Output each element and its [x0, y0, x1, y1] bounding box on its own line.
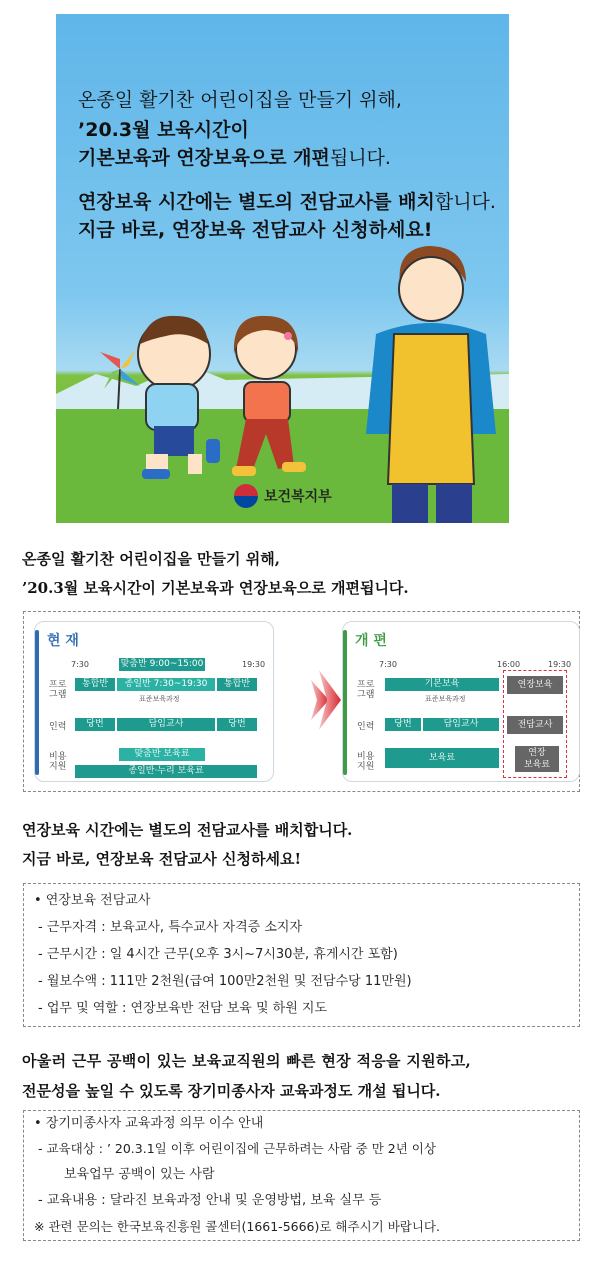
info2-title: • 장기미종사자 교육과정 의무 이수 안내 — [34, 1116, 264, 1131]
info1-item: - 근무시간 : 일 4시간 근무(오후 3시~7시30분, 휴게시간 포함) — [38, 947, 398, 962]
section1-line2: ’20.3월 보육시간이 기본보육과 연장보육으로 개편됩니다. — [22, 579, 409, 597]
reform-staff-homeroom: 담임교사 — [423, 718, 499, 731]
dedicated-teacher-info-box — [23, 883, 580, 1027]
reform-cost-basic: 보육료 — [385, 748, 499, 768]
reform-bar-basic: 기본보육 — [385, 678, 499, 691]
section3-line2: 전문성을 높일 수 있도록 장기미종사자 교육과정도 개설 됩니다. — [22, 1082, 441, 1100]
reform-label-cost: 비용 지원 — [357, 752, 375, 772]
schedule-diagram — [23, 611, 580, 792]
info2-item-content: - 교육내용 : 달라진 보육과정 안내 및 운영방법, 보육 실무 등 — [38, 1193, 382, 1208]
current-time-end: 19:30 — [242, 660, 266, 669]
reform-time-end: 19:30 — [548, 660, 572, 669]
current-cost-allday: 종일반·누리 보육료 — [75, 765, 257, 778]
current-staff-duty-right: 당번 — [217, 718, 257, 731]
current-staff-duty-left: 당번 — [75, 718, 115, 731]
section3-line1: 아울러 근무 공백이 있는 보육교직원의 빠른 현장 적응을 지원하고, — [22, 1052, 472, 1070]
reform-staff-dedicated: 전담교사 — [507, 716, 563, 734]
current-time-start: 7:30 — [71, 660, 89, 669]
reform-label-program: 프로 그램 — [357, 680, 375, 700]
current-staff-homeroom: 담임교사 — [117, 718, 215, 731]
poster-line-1: 온종일 활기찬 어린이집을 만들기 위해, — [78, 89, 402, 111]
info1-item: - 업무 및 역할 : 연장보육반 전담 보육 및 하원 지도 — [38, 1001, 327, 1016]
info1-item: - 월보수액 : 111만 2천원(급여 100만2천원 및 전담수당 11만원) — [38, 974, 412, 989]
arrow-right-icon — [311, 670, 341, 730]
extended-highlight-box — [503, 670, 567, 778]
poster-line-2: ’20.3월 보육시간이 — [78, 119, 249, 141]
reform-label-staff: 인력 — [357, 722, 375, 732]
reform-subtext: 표준보육과정 — [425, 695, 466, 703]
info1-title: • 연장보육 전담교사 — [34, 893, 151, 908]
section1-line1: 온종일 활기찬 어린이집을 만들기 위해, — [22, 550, 280, 568]
reform-bar-extended: 연장보육 — [507, 676, 563, 694]
poster-line-3: 기본보육과 연장보육으로 개편됩니다. — [78, 147, 391, 169]
current-cost-custom: 맞춤반 보육료 — [119, 748, 205, 761]
reform-panel — [342, 621, 580, 782]
info2-note: ※ 관련 문의는 한국보육진흥원 콜센터(1661-5666)로 해주시기 바랍니다. — [34, 1219, 440, 1234]
current-label-cost: 비용 지원 — [49, 752, 67, 772]
taeguk-emblem-icon — [234, 484, 258, 508]
info1-item: - 근무자격 : 보육교사, 특수교사 자격증 소지자 — [38, 920, 303, 935]
section2-line1: 연장보육 시간에는 별도의 전담교사를 배치합니다. — [22, 821, 353, 839]
current-label-staff: 인력 — [49, 722, 67, 732]
current-bar-custom: 맞춤반 9:00~15:00 — [120, 659, 204, 669]
current-bar-integrated-right: 통합반 — [217, 678, 257, 691]
poster-banner — [56, 14, 509, 523]
reform-staff-duty: 당번 — [385, 718, 421, 731]
current-subtext: 표준보육과정 — [139, 695, 180, 703]
current-panel — [34, 621, 274, 782]
info2-item-target: - 교육대상 : ’ 20.3.1일 이후 어린이집에 근무하려는 사람 중 만 2년 이상 — [38, 1141, 436, 1156]
current-title: 현 재 — [47, 633, 79, 649]
poster-line-4: 연장보육 시간에는 별도의 전담교사를 배치합니다. — [78, 191, 496, 213]
current-bar-allday: 종일반 7:30~19:30 — [117, 678, 215, 691]
current-bar-integrated-left: 통합반 — [75, 678, 115, 691]
reform-time-mid: 16:00 — [497, 660, 521, 669]
training-info-box — [23, 1110, 580, 1241]
ministry-logo — [234, 484, 332, 508]
ministry-logo-text: 보건복지부 — [264, 489, 332, 505]
reform-time-start: 7:30 — [379, 660, 397, 669]
section2-line2: 지금 바로, 연장보육 전담교사 신청하세요! — [22, 850, 302, 868]
current-label-program: 프로 그램 — [49, 680, 67, 700]
poster-line-5: 지금 바로, 연장보육 전담교사 신청하세요! — [78, 219, 433, 241]
poster-illustration — [56, 14, 509, 523]
info2-item-target-cont: 보육업무 공백이 있는 사람 — [64, 1167, 215, 1182]
reform-cost-extended: 연장 보육료 — [515, 746, 559, 772]
reform-title: 개 편 — [355, 633, 387, 649]
